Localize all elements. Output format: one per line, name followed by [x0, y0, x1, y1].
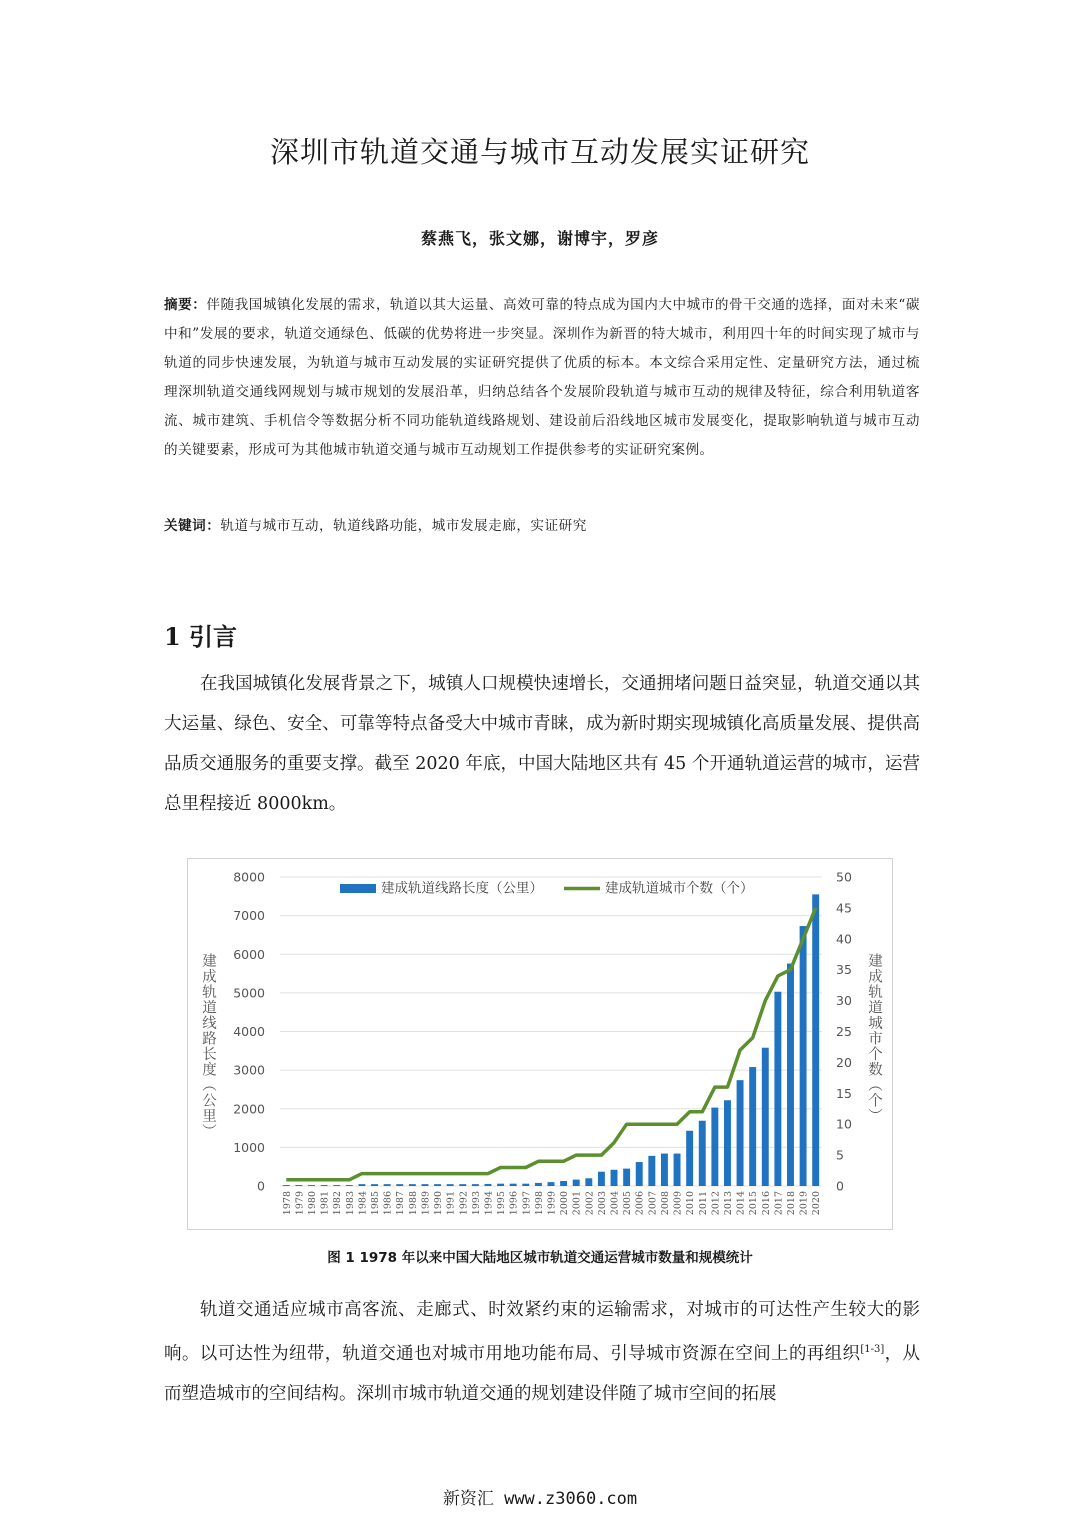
x-tick-label: 1989 [420, 1191, 432, 1216]
left-axis-title [200, 953, 216, 1139]
x-tick-label: 2014 [735, 1191, 747, 1216]
bar [472, 1184, 479, 1186]
x-tick-label: 1996 [508, 1191, 520, 1216]
left-tick-label: 7000 [233, 908, 265, 924]
right-axis-ticks [836, 870, 852, 1194]
abstract-label: 摘要： [164, 297, 207, 313]
chart-legend [340, 880, 754, 897]
right-axis-title [866, 953, 882, 1124]
x-tick-label: 1994 [483, 1191, 495, 1216]
bar [333, 1185, 340, 1186]
right-tick-label: 45 [836, 900, 852, 916]
x-tick-label: 1993 [470, 1191, 482, 1216]
bar [447, 1184, 454, 1186]
right-tick-label: 15 [836, 1085, 852, 1101]
x-tick-label: 1995 [496, 1191, 508, 1216]
x-tick-label: 1979 [294, 1191, 306, 1216]
bar [548, 1182, 555, 1186]
bar [510, 1184, 517, 1186]
right-tick-label: 30 [836, 993, 852, 1009]
x-tick-label: 2009 [672, 1191, 684, 1216]
bar [396, 1184, 403, 1186]
bar [737, 1080, 744, 1186]
bar [636, 1162, 643, 1186]
abstract [164, 291, 920, 465]
bar-series [283, 894, 819, 1186]
x-tick-label: 2020 [811, 1191, 823, 1216]
bar [283, 1185, 290, 1186]
bar [724, 1100, 731, 1186]
x-tick-label: 2018 [785, 1191, 797, 1216]
left-tick-label: 4000 [233, 1024, 265, 1039]
chart-svg [188, 859, 892, 1229]
line-series [286, 908, 815, 1180]
x-tick-label: 1981 [319, 1191, 331, 1216]
left-tick-label: 5000 [233, 985, 265, 1001]
bar [648, 1156, 655, 1186]
axis-title: 建成轨道线路长度（公里） [200, 953, 216, 1139]
bar [686, 1131, 693, 1186]
left-tick-label: 6000 [233, 946, 265, 962]
footer-watermark: 新资汇 www.z3060.com [442, 1489, 638, 1509]
right-tick-label: 50 [836, 869, 852, 885]
x-tick-label: 1988 [407, 1191, 419, 1216]
bar [611, 1170, 618, 1186]
right-tick-label: 10 [836, 1116, 852, 1132]
bar [674, 1154, 681, 1186]
legend-bar-swatch [340, 884, 376, 893]
bar [585, 1178, 592, 1186]
left-tick-label: 8000 [233, 869, 265, 885]
bar [800, 926, 807, 1186]
bar [699, 1121, 706, 1186]
bar [812, 894, 819, 1186]
bar [787, 964, 794, 1186]
bar [560, 1181, 567, 1186]
paragraph-2-text-end: ，从而塑造城市的空间结构。深圳市城市轨道交通的规划建设伴随了城市空间的拓展 [164, 1343, 921, 1404]
bar [434, 1184, 441, 1186]
x-tick-label: 1983 [344, 1191, 356, 1216]
bar [762, 1048, 769, 1186]
bar [384, 1184, 391, 1186]
bar [346, 1185, 353, 1186]
x-tick-label: 2007 [647, 1191, 659, 1216]
keywords-text: 轨道与城市互动，轨道线路功能，城市发展走廊，实证研究 [220, 518, 587, 534]
bar [421, 1184, 428, 1186]
bar [598, 1172, 605, 1186]
bar [409, 1184, 416, 1186]
left-axis-ticks [233, 870, 265, 1194]
x-tick-label: 2000 [559, 1191, 571, 1216]
x-tick-label: 1991 [445, 1191, 457, 1216]
x-tick-label: 2011 [697, 1191, 709, 1216]
paragraph-intro-1: 在我国城镇化发展背景之下，城镇人口规模快速增长，交通拥堵问题日益突显，轨道交通以其大运量、绿色、安全、可靠等特点备受大中城市青睐，成为新时期实现城镇化高质量发展、提供高品质交通服务的重要支撑。截至 2020 年底，中国大陆地区共有 45 个开通轨道运营的城市，运营总里程接近 8000km。 [164, 674, 920, 814]
x-tick-label: 2015 [748, 1191, 760, 1216]
authors: 蔡燕飞，张文娜，谢博宇，罗彦 [420, 229, 659, 248]
x-tick-label: 1984 [357, 1191, 369, 1216]
left-tick-label: 1000 [233, 1139, 265, 1155]
x-tick-label: 2013 [722, 1191, 734, 1216]
bar [623, 1169, 630, 1186]
bar [573, 1180, 580, 1186]
x-tick-label: 2004 [609, 1191, 621, 1216]
paragraph-2-text: 轨道交通适应城市高客流、走廊式、时效紧约束的运输需求，对城市的可达性产生较大的影响。以可达性为纽带，轨道交通也对城市用地功能布局、引导城市资源在空间上的再组织 [164, 1300, 920, 1364]
bar [321, 1185, 328, 1186]
x-tick-label: 1999 [546, 1191, 558, 1216]
paragraph-intro-2 [164, 1290, 920, 1414]
bar [358, 1184, 365, 1186]
x-tick-label: 1998 [533, 1191, 545, 1216]
paper-title: 深圳市轨道交通与城市互动发展实证研究 [269, 135, 810, 169]
x-tick-label: 2003 [596, 1191, 608, 1216]
x-tick-label: 2002 [584, 1191, 596, 1216]
x-tick-label: 1987 [395, 1191, 407, 1216]
x-tick-label: 1980 [307, 1191, 319, 1216]
left-tick-label: 0 [257, 1178, 265, 1194]
bar [749, 1067, 756, 1186]
bar [522, 1184, 529, 1186]
x-tick-label: 2005 [622, 1191, 634, 1216]
series-line [286, 908, 815, 1180]
bar [295, 1185, 302, 1186]
x-tick-label: 2008 [659, 1191, 671, 1216]
x-tick-label: 2016 [760, 1191, 772, 1216]
keywords-label: 关键词： [164, 518, 221, 534]
bar [485, 1184, 492, 1186]
x-tick-label: 2019 [798, 1191, 810, 1216]
right-tick-label: 20 [836, 1054, 852, 1070]
bar [774, 992, 781, 1186]
x-tick-label: 1990 [433, 1191, 445, 1216]
bar [661, 1154, 668, 1186]
bar [711, 1108, 718, 1186]
right-tick-label: 25 [836, 1024, 852, 1039]
right-tick-label: 5 [836, 1147, 844, 1163]
x-tick-label: 2001 [571, 1191, 583, 1216]
x-tick-label: 1986 [382, 1191, 394, 1216]
bar [459, 1184, 466, 1186]
x-tick-label: 1997 [521, 1191, 533, 1216]
bar [371, 1184, 378, 1186]
x-tick-label: 2012 [710, 1191, 722, 1216]
bar [308, 1185, 315, 1186]
x-axis-ticks [282, 1191, 822, 1215]
right-tick-label: 40 [836, 931, 852, 947]
keywords [164, 512, 920, 541]
bar [535, 1183, 542, 1186]
abstract-text: 伴随我国城镇化发展的需求，轨道以其大运量、高效可靠的特点成为国内大中城市的骨干交通的选择，面对未来“碳中和”发展的要求，轨道交通绿色、低碳的优势将进一步突显。深圳作为新晋的特大城市，利用四十年的时间实现了城市与轨道的同步快速发展，为轨道与城市互动发展的实证研究提供了优质的标本。本文综合采用定性、定量研究方法，通过梳理深圳轨道交通线网规划与城市规划的发展沿革，归纳总结各个发展阶段轨道与城市互动的规律及特征，综合利用轨道客流、城市建筑、手机信令等数据分析不同功能轨道线路规划、建设前后沿线地区城市发展变化，提取影响轨道与城市互动的关键要素，形成可为其他城市轨道交通与城市互动规划工作提供参考的实证研究案例。 [164, 297, 920, 458]
bar [497, 1184, 504, 1186]
legend-line-label: 建成轨道城市个数（个） [605, 880, 754, 897]
x-tick-label: 1992 [458, 1191, 470, 1216]
left-tick-label: 2000 [233, 1101, 265, 1117]
right-tick-label: 35 [836, 962, 852, 978]
right-tick-label: 0 [836, 1178, 844, 1194]
x-tick-label: 1982 [332, 1191, 344, 1216]
figure-chart [187, 858, 893, 1230]
legend-bar-label: 建成轨道线路长度（公里） [381, 880, 543, 897]
axis-title: 建成轨道城市个数（个） [866, 953, 882, 1124]
left-tick-label: 3000 [233, 1062, 265, 1078]
section-heading: 1 引言 [164, 622, 238, 651]
x-tick-label: 2006 [634, 1191, 646, 1216]
x-tick-label: 1985 [370, 1191, 382, 1216]
x-tick-label: 2010 [685, 1191, 697, 1216]
x-tick-label: 2017 [773, 1191, 785, 1216]
figure-caption: 图 1 1978 年以来中国大陆地区城市轨道交通运营城市数量和规模统计 [327, 1250, 753, 1266]
citation: [1-3] [860, 1344, 885, 1355]
x-tick-label: 1978 [281, 1191, 293, 1216]
